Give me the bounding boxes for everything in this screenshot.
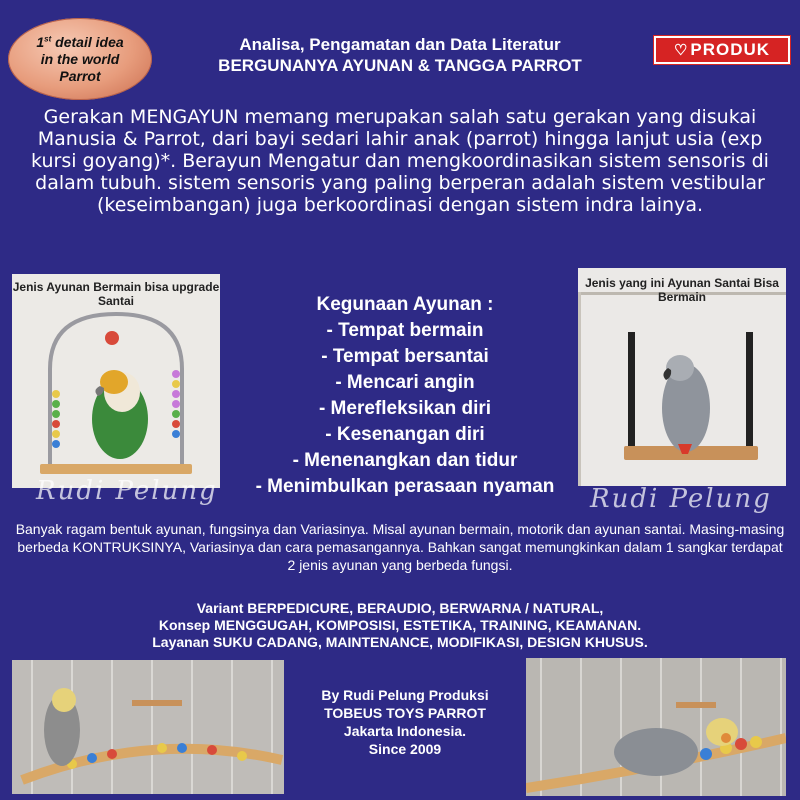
- badge-number: 1: [36, 33, 45, 50]
- relax-swing-caption: Jenis yang ini Ayunan Santai Bisa Bermain: [585, 276, 779, 304]
- variant-line: Konsep MENGGUGAH, KOMPOSISI, ESTETIKA, TRAINING, KEAMANAN.: [158, 617, 642, 633]
- uses-title: Kegunaan Ayunan :: [316, 294, 494, 315]
- credit-line: Jakarta Indonesia.: [343, 723, 467, 739]
- list-item: - Kesenangan diri: [325, 424, 485, 445]
- list-item: - Menenangkan dan tidur: [292, 450, 518, 471]
- credit-line: By Rudi Pelung Produksi: [321, 687, 489, 703]
- ladder-right-illustration: [526, 658, 786, 796]
- intro-paragraph: Gerakan MENGAYUN memang merupakan salah satu gerakan yang disukai Manusia & Parrot, dari bayi sedari lahir anak (parrot) hingga lanjut usia (exp kursi goyang)*. Berayun Mengatur dan mengkoordinasikan sistem sensoris di dalam tubuh. sistem sensoris yang paling berperan adalah sistem vestibular (keseimbangan) juga berkoordinasi dengan sistem indra lainya.: [31, 106, 769, 216]
- uses-list: [210, 292, 600, 500]
- badge-line-1-text: detail idea: [51, 33, 124, 50]
- ladder-photo-right: [526, 658, 786, 796]
- ladder-left-illustration: [12, 660, 284, 794]
- credit-line: Since 2009: [368, 741, 442, 757]
- watermark-right: Rudi Pelung: [590, 484, 772, 514]
- page-title: [150, 34, 650, 76]
- list-item: - Merefleksikan diri: [318, 398, 492, 419]
- list-item: - Mencari angin: [335, 372, 475, 393]
- badge-line-3: Parrot: [59, 67, 101, 84]
- ladder-photo-left: [12, 660, 284, 794]
- body-paragraph: Banyak ragam bentuk ayunan, fungsinya dan Variasinya. Misal ayunan bermain, motorik dan ayunan santai. Masing-masing berbeda KONTRUKSINYA, Variasinya dan cara pemasangannya. Bahkan sangat memungkinkan dalam 1 sangkar terdapat 2 jenis ayunan yang berbeda fungsi.: [15, 521, 785, 573]
- list-item: - Tempat bermain: [326, 320, 484, 341]
- credits: [290, 686, 520, 758]
- list-item: - Tempat bersantai: [321, 346, 489, 367]
- produk-label: PRODUK: [690, 40, 771, 59]
- variant-block: [60, 600, 740, 651]
- title-line-2: BERGUNANYA AYUNAN & TANGGA PARROT: [218, 56, 582, 75]
- produk-button[interactable]: [654, 36, 790, 64]
- variant-line: Layanan SUKU CADANG, MAINTENANCE, MODIFIKASI, DESIGN KHUSUS.: [152, 634, 648, 650]
- credit-line: TOBEUS TOYS PARROT: [324, 705, 486, 721]
- playing-swing-caption: Jenis Ayunan Bermain bisa upgrade Santai: [12, 280, 220, 308]
- badge-line-1: [8, 34, 152, 51]
- badge-superscript: st: [44, 33, 52, 43]
- list-item: - Menimbulkan perasaan nyaman: [255, 476, 555, 497]
- watermark-left: Rudi Pelung: [36, 476, 218, 506]
- variant-line: Variant BERPEDICURE, BERAUDIO, BERWARNA / NATURAL,: [196, 600, 604, 616]
- detail-idea-badge: [8, 18, 152, 100]
- playing-swing-photo: [12, 274, 220, 488]
- title-line-1: Analisa, Pengamatan dan Data Literatur: [239, 35, 561, 54]
- heart-icon: ♡: [673, 42, 689, 59]
- badge-line-2: in the world: [40, 50, 120, 67]
- relax-swing-photo: [578, 268, 786, 486]
